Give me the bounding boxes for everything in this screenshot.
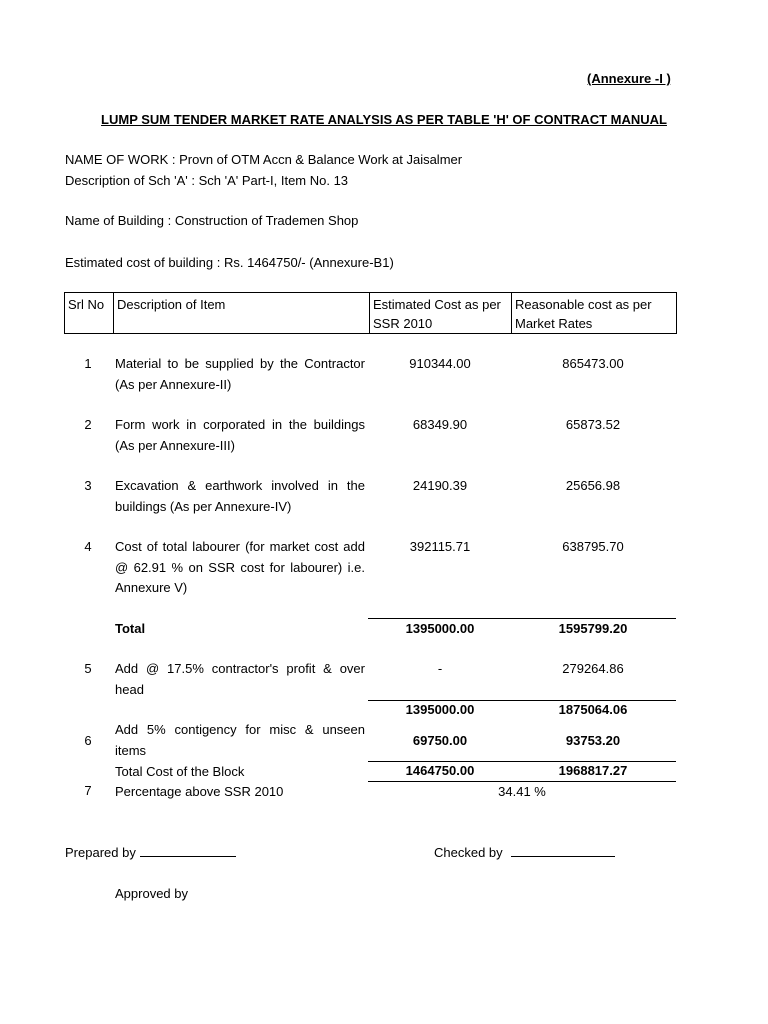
row-4-market-cost: 638795.70 — [562, 539, 624, 554]
row-2-description: Form work in corporated in the buildings (As per Annexure-III) — [115, 417, 365, 453]
prepared-by-label: Prepared by — [65, 845, 136, 860]
row-2-srl: 2 — [84, 417, 92, 432]
header-market-cost: Reasonable cost as per Market Rates — [515, 297, 652, 331]
checked-by — [434, 844, 615, 861]
row-2-ssr-cost: 68349.90 — [412, 417, 468, 432]
row-2-market-cost: 65873.52 — [565, 417, 621, 432]
row-4-srl: 4 — [84, 539, 92, 554]
row-7-srl: 7 — [84, 783, 92, 798]
row-6-market-cost: 93753.20 — [565, 733, 621, 748]
row-6-srl: 6 — [84, 733, 92, 748]
row-1-ssr-cost: 910344.00 — [409, 356, 471, 371]
block-total-market-cost: 1968817.27 — [558, 763, 628, 778]
subtotal-ssr-cost: 1395000.00 — [405, 702, 475, 717]
total-market-cost: 1595799.20 — [558, 621, 628, 636]
header-estimated-cost: Estimated Cost as per SSR 2010 — [373, 297, 501, 331]
approved-by: Approved by — [115, 886, 188, 901]
subtotal-market-cost: 1875064.06 — [558, 702, 628, 717]
row-1-market-cost: 865473.00 — [562, 356, 624, 371]
prepared-by — [65, 844, 236, 861]
total-label: Total — [115, 621, 146, 636]
header-srl-no: Srl No — [68, 297, 105, 312]
block-total-ssr-cost: 1464750.00 — [405, 763, 475, 778]
row-1-srl: 1 — [84, 356, 92, 371]
row-3-ssr-cost: 24190.39 — [412, 478, 468, 493]
row-6-ssr-cost: 69750.00 — [412, 733, 468, 748]
row-7-description: Percentage above SSR 2010 — [115, 784, 284, 799]
block-total-divider-bottom — [368, 781, 676, 782]
row-1-description: Material to be supplied by the Contractor (As per Annexure-II) — [115, 356, 365, 392]
row-6-description: Add 5% contigency for misc & unseen items — [115, 722, 365, 758]
row-5-description: Add @ 17.5% contractor's profit & over head — [115, 661, 365, 697]
row-4-description: Cost of total labourer (for market cost add @ 62.91 % on SSR cost for labourer) i.e. Annexure V) — [115, 539, 365, 595]
name-of-building: Name of Building : Construction of Trademen Shop — [65, 213, 359, 228]
row-3-description: Excavation & earthwork involved in the buildings (As per Annexure-IV) — [115, 478, 365, 514]
row-3-srl: 3 — [84, 478, 92, 493]
name-of-work: NAME OF WORK : Provn of OTM Accn & Balance Work at Jaisalmer — [65, 152, 463, 167]
percentage-value: 34.41 % — [498, 784, 546, 799]
total-ssr-cost: 1395000.00 — [405, 621, 475, 636]
block-total-label: Total Cost of the Block — [115, 764, 245, 779]
row-4-ssr-cost: 392115.71 — [409, 539, 471, 554]
row-5-market-cost: 279264.86 — [562, 661, 624, 676]
row-5-srl: 5 — [84, 661, 92, 676]
row-5-ssr-cost: - — [437, 661, 443, 676]
annexure-label: (Annexure -I ) — [587, 71, 671, 86]
header-description: Description of Item — [117, 297, 226, 312]
checked-by-label: Checked by — [434, 845, 503, 860]
page-title: LUMP SUM TENDER MARKET RATE ANALYSIS AS PER TABLE 'H' OF CONTRACT MANUAL — [101, 112, 667, 127]
estimated-cost: Estimated cost of building : Rs. 1464750/- (Annexure-B1) — [65, 255, 394, 270]
description-sch: Description of Sch 'A' : Sch 'A' Part-I, Item No. 13 — [65, 173, 349, 188]
row-3-market-cost: 25656.98 — [565, 478, 621, 493]
table-header — [64, 292, 677, 334]
